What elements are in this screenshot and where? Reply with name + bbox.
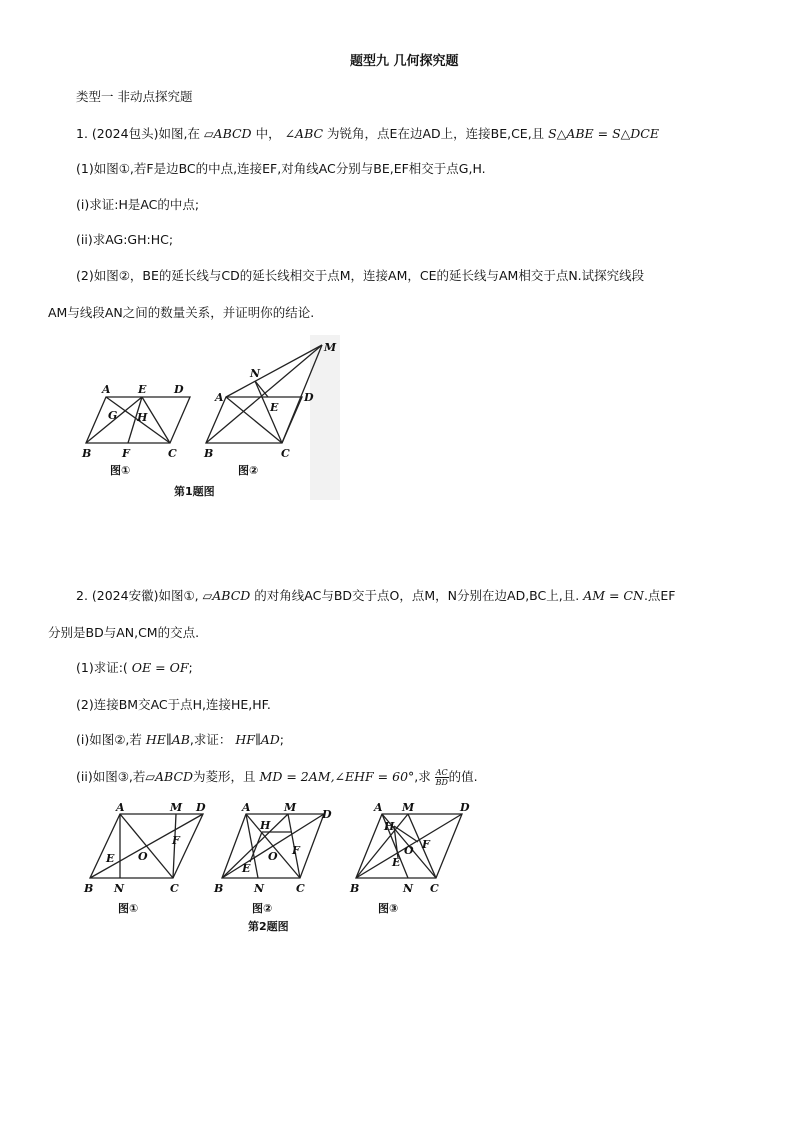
q2-fig3-label-O: O	[404, 844, 414, 857]
q2-fig3-label-A: A	[374, 801, 383, 814]
q2-fig1-label-C: C	[170, 882, 179, 895]
q1-part1: (1)如图①,若F是边BC的中点,连接EF,对角线AC分别与BE,EF相交于点G,H.	[76, 161, 486, 176]
page-title: 题型九 几何探究题	[350, 54, 459, 69]
fraction-denominator: BD	[435, 778, 448, 787]
q2-fig3-caption: 图③	[378, 902, 399, 915]
q2-part2-i-eq2: HF∥AD	[235, 732, 280, 747]
q2-fig2-label-H: H	[260, 819, 271, 832]
q2-part2-ii-eq: MD = 2AM,∠EHF = 60°	[259, 769, 415, 784]
q2-part2-ii-end: 的值.	[448, 769, 478, 784]
q2-figure-caption: 第2题图	[248, 920, 289, 933]
q2-part1-prefix: (1)求证:(	[76, 660, 128, 675]
q2-part2-ii-mid: 为菱形，且	[193, 769, 256, 784]
section-heading: 类型一 非动点探究题	[76, 89, 193, 104]
q2-fig1-label-N: N	[114, 882, 125, 895]
q2-statement	[76, 588, 676, 604]
q1-parallelogram: ▱ABCD	[203, 126, 252, 141]
fig2-label-B: B	[204, 447, 214, 460]
q2-part1	[76, 660, 193, 676]
fig1-label-G: G	[108, 409, 118, 422]
q2-fig2-caption: 图②	[252, 902, 273, 915]
q1-statement	[76, 126, 659, 142]
q2-part2-ii	[76, 766, 478, 788]
q2-fraction	[435, 768, 449, 787]
q2-rest2: .点EF	[643, 588, 676, 603]
q2-eq: AM = CN	[583, 588, 644, 603]
q2-part2-i-prefix: (i)如图②,若	[76, 732, 142, 747]
q2-fig2-label-M: M	[284, 801, 297, 814]
q2-fig2-label-D: D	[322, 808, 332, 821]
fig2-label-E: E	[270, 401, 279, 414]
fig1-label-H: H	[137, 411, 148, 424]
fig1-label-A: A	[102, 383, 111, 396]
q1-part2-line2: AM与线段AN之间的数量关系，并证明你的结论.	[48, 305, 315, 320]
q2-fig3-label-M: M	[402, 801, 415, 814]
fig1-label-D: D	[174, 383, 184, 396]
q2-fig2-label-A: A	[242, 801, 251, 814]
q2-fig1-label-B: B	[84, 882, 94, 895]
q2-part1-suffix: ;	[188, 660, 193, 675]
q1-part1-i: (i)求证:H是AC的中点;	[76, 197, 200, 212]
q2-fig1-diagonal-BD	[90, 814, 203, 878]
fig2-label-C: C	[281, 447, 290, 460]
q2-part2-i-mid: ,求证：	[189, 732, 232, 747]
q2-part2-ii-para: ▱ABCD	[145, 769, 194, 784]
q1-rest: 为锐角，点E在边AD上，连接BE,CE,且	[327, 126, 545, 141]
q2-fig2-label-F: F	[292, 844, 300, 857]
q2-fig2-label-E: E	[242, 862, 251, 875]
q2-fig3-label-C: C	[430, 882, 439, 895]
fig1-label-E: E	[138, 383, 147, 396]
fig2-label-N: N	[250, 367, 261, 380]
q2-intro: 2. (2024安徽)如图①,	[76, 588, 199, 603]
q1-figure	[70, 335, 345, 505]
q2-fig1-label-M: M	[170, 801, 183, 814]
fig1-label-B: B	[82, 447, 92, 460]
q2-fig2-diagonal-BD	[222, 814, 324, 878]
q2-fig3-label-B: B	[350, 882, 360, 895]
fig2-line-AM	[226, 345, 322, 397]
q2-parallelogram: ▱ABCD	[202, 588, 251, 603]
fig1-label-F: F	[122, 447, 130, 460]
fraction-numerator: AC	[435, 768, 448, 777]
q2-fig1-label-O: O	[138, 850, 148, 863]
scan-shading	[310, 335, 340, 500]
q2-figure	[78, 800, 478, 940]
q1-intro: 1. (2024包头)如图,在	[76, 126, 200, 141]
q2-fig2-label-C: C	[296, 882, 305, 895]
q1-area-eq: S△ABE = S△DCE	[548, 126, 659, 141]
q2-part2-i	[76, 732, 284, 748]
q2-fig1-label-D: D	[196, 801, 206, 814]
q2-fig1-label-A: A	[116, 801, 125, 814]
q2-fig2-line-BM	[222, 814, 288, 878]
q2-fig2-label-O: O	[268, 850, 278, 863]
fig1-label-C: C	[168, 447, 177, 460]
fig2-caption: 图②	[238, 464, 259, 477]
q2-fig1-caption: 图①	[118, 902, 139, 915]
q2-fig1-label-F: F	[172, 834, 180, 847]
q2-fig3-label-E: E	[392, 856, 401, 869]
q2-fig2-label-B: B	[214, 882, 224, 895]
q2-part2-i-suffix: ;	[279, 732, 284, 747]
q2-part2: (2)连接BM交AC于点H,连接HE,HF.	[76, 697, 271, 712]
q2-line2: 分别是BD与AN,CM的交点.	[48, 625, 200, 640]
q2-part2-ii-prefix: (ii)如图③,若	[76, 769, 146, 784]
q2-fig3-label-F: F	[422, 838, 430, 851]
q2-fig1-label-E: E	[106, 852, 115, 865]
q2-fig3-label-H: H	[384, 820, 395, 833]
q2-fig3	[349, 801, 470, 915]
q2-fig1	[83, 801, 206, 915]
q2-rest: 的对角线AC与BD交于点O，点M，N分别在边AD,BC上,且.	[254, 588, 580, 603]
fig2-label-D: D	[304, 391, 314, 404]
q2-fig2-label-N: N	[254, 882, 265, 895]
q1-figure-caption: 第1题图	[174, 485, 215, 498]
q1-mid: 中，	[255, 126, 281, 141]
fig2-label-M: M	[324, 341, 337, 354]
q2-part2-i-eq1: HE∥AB	[145, 732, 190, 747]
q1-part1-ii: (ii)求AG:GH:HC;	[76, 232, 174, 247]
q2-part1-eq: OE = OF	[131, 660, 189, 675]
q2-fig2	[213, 801, 332, 915]
q2-part2-ii-ask: ,求	[414, 769, 431, 784]
fig2-label-A: A	[215, 391, 224, 404]
q2-fig3-label-D: D	[460, 801, 470, 814]
q1-angle: ∠ABC	[284, 126, 324, 141]
q2-fig3-label-N: N	[403, 882, 414, 895]
fig1-caption: 图①	[110, 464, 131, 477]
q1-part2-line1: (2)如图②，BE的延长线与CD的延长线相交于点M，连接AM，CE的延长线与AM相交于点N.试探究线段	[76, 268, 645, 283]
